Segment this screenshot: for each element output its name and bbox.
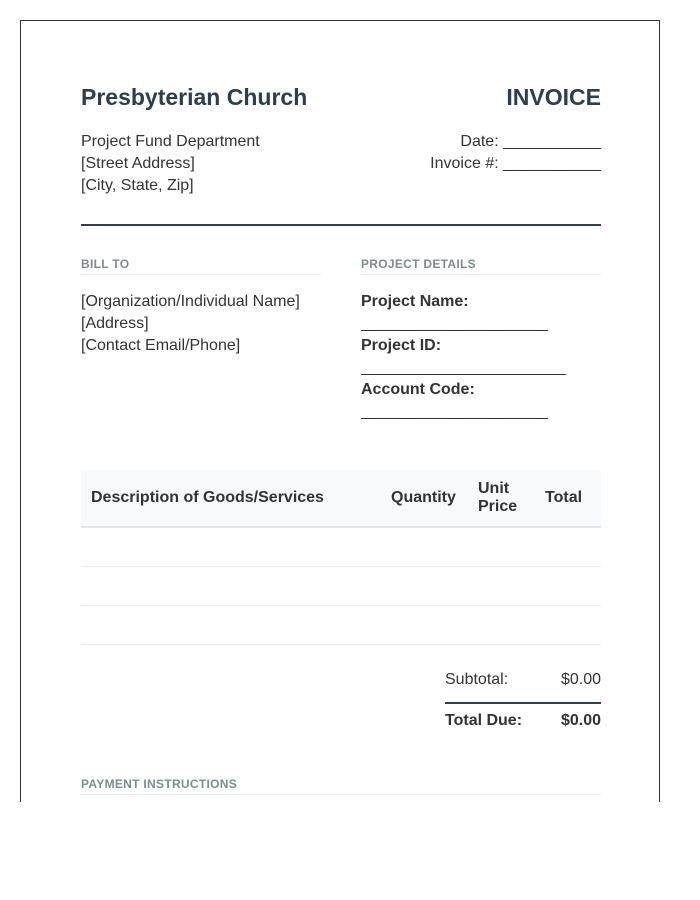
account-code-label: Account Code: [361,381,475,398]
total-due-label: Total Due: [445,712,523,729]
total-cell [535,606,601,645]
invoice-meta [430,131,601,175]
document-title: INVOICE [506,84,601,110]
invoice-number-field: ___________ [503,155,601,172]
line-items-table [81,470,601,645]
project-id-label: Project ID: [361,337,442,354]
account-code-field: _____________________ [361,403,548,420]
project-fields [361,291,601,423]
unit-price-cell [468,567,535,606]
date-label: Date: [460,133,499,150]
total-cell [535,567,601,606]
unit-price-cell [468,527,535,567]
date-field: ___________ [503,133,601,150]
sender-line: [City, State, Zip] [81,177,194,194]
description-header: Description of Goods/Services [81,470,381,527]
table-row [81,567,601,606]
invoice-number-label: Invoice #: [430,155,499,172]
subtotal-row [445,669,601,691]
quantity-header: Quantity [381,470,468,527]
payment-instructions-heading: PAYMENT INSTRUCTIONS [81,777,601,795]
bill-to-lines [81,291,321,357]
subtotal-label: Subtotal: [445,671,509,688]
bill-to-line: [Address] [81,315,149,332]
quantity-cell [381,606,468,645]
sender-address [81,131,260,197]
bill-to-heading: BILL TO [81,257,321,275]
date-row [430,131,601,153]
total-due-value: $0.00 [560,712,601,729]
invoice-sheet [20,20,660,802]
description-cell [81,527,381,567]
totals-block [445,669,601,732]
quantity-cell [381,567,468,606]
bill-to-section [81,257,321,357]
project-name-field: _____________________ [361,315,548,332]
bill-to-line: [Organization/Individual Name] [81,293,300,310]
description-cell [81,606,381,645]
project-details-heading: PROJECT DETAILS [361,257,601,275]
total-cell [535,527,601,567]
table-row [81,527,601,567]
payment-instructions-section [81,777,601,795]
total-header: Total [535,470,601,527]
invoice-number-row [430,153,601,175]
unit-price-cell [468,606,535,645]
table-header-row [81,470,601,527]
project-id-field: _______________________ [361,359,566,376]
subtotal-value: $0.00 [560,671,601,688]
sender-line: [Street Address] [81,155,195,172]
table-row [81,606,601,645]
quantity-cell [381,527,468,567]
description-cell [81,567,381,606]
project-details-section [361,257,601,423]
organization-name: Presbyterian Church [81,84,308,110]
unit-price-header: Unit Price [468,470,535,527]
bill-to-line: [Contact Email/Phone] [81,337,241,354]
totals-divider [445,702,601,704]
sender-line: Project Fund Department [81,133,260,150]
header-divider [81,224,601,226]
project-name-label: Project Name: [361,293,469,310]
total-due-row [445,710,601,732]
